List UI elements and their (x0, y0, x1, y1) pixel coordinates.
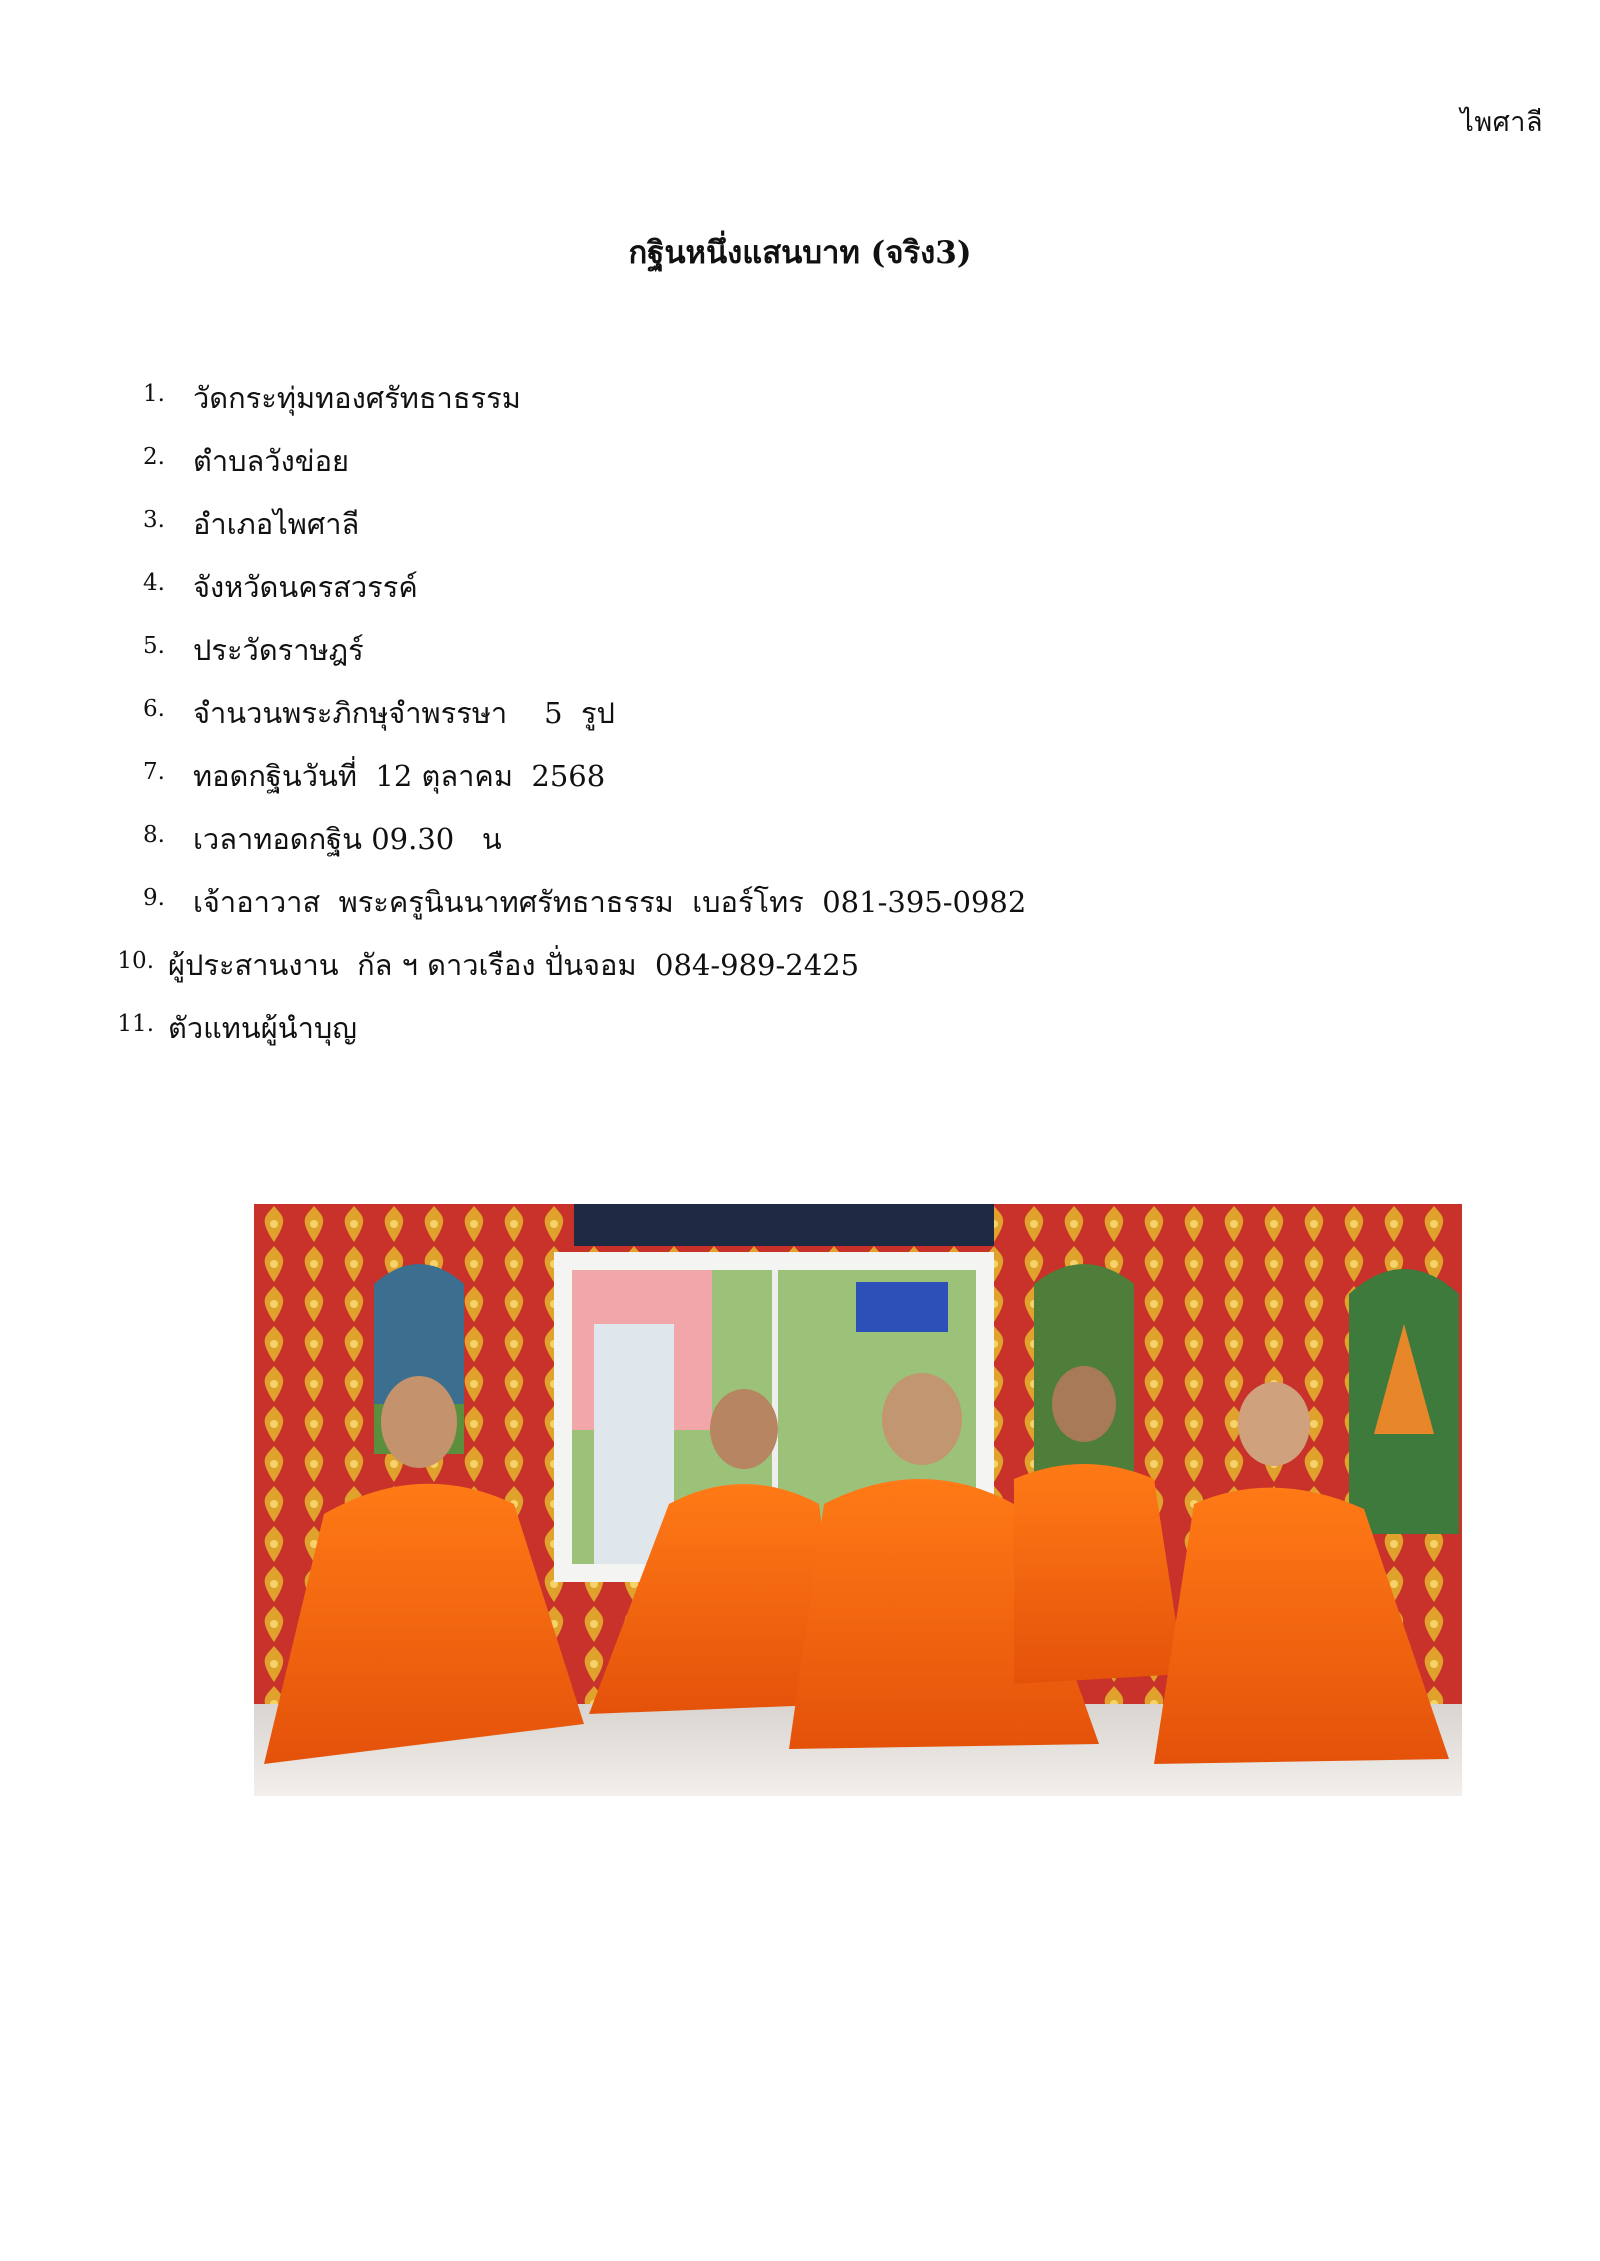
list-item-text: ทอดกฐินวันที่ 12 ตุลาคม 2568 (193, 759, 606, 793)
list-item-text: จำนวนพระภิกษุจำพรรษา 5 รูป (193, 696, 615, 730)
list-item-text: อำเภอไพศาลี (193, 507, 360, 541)
list-item-number: 2. (143, 444, 165, 470)
list-item-number: 10. (117, 948, 154, 974)
list-item-number: 7. (143, 759, 165, 785)
list-item-text: จังหวัดนครสวรรค์ (193, 570, 418, 604)
list-item-text: ตำบลวังข่อย (193, 444, 349, 478)
list-item-number: 8. (143, 822, 165, 848)
monks-photo (254, 1204, 1462, 1796)
list-item-number: 11. (117, 1011, 154, 1037)
header-location-label: ไพศาลี (1460, 107, 1543, 138)
list-item-text: เจ้าอาวาส พระครูนินนาทศรัทธาธรรม เบอร์โทร 081-395-0982 (193, 885, 1027, 919)
list-item-number: 5. (143, 633, 165, 659)
list-item-number: 9. (143, 885, 165, 911)
list-item-text: ประวัดราษฎร์ (193, 633, 364, 667)
list-item-number: 3. (143, 507, 165, 533)
list-item-text: ตัวแทนผู้นำบุญ (168, 1011, 357, 1045)
monks-photo-illustration (254, 1204, 1462, 1796)
document-title: กฐินหนึ่งแสนบาท (จริง3) (628, 235, 972, 271)
list-item-text: เวลาทอดกฐิน 09.30 น (193, 822, 502, 856)
list-item-number: 1. (143, 381, 165, 407)
list-item-number: 4. (143, 570, 165, 596)
list-item-number: 6. (143, 696, 165, 722)
list-item-text: ผู้ประสานงาน กัล ฯ ดาวเรือง ปั่นจอม 084-989-2425 (168, 948, 860, 982)
list-item-text: วัดกระทุ่มทองศรัทธาธรรม (193, 381, 521, 415)
